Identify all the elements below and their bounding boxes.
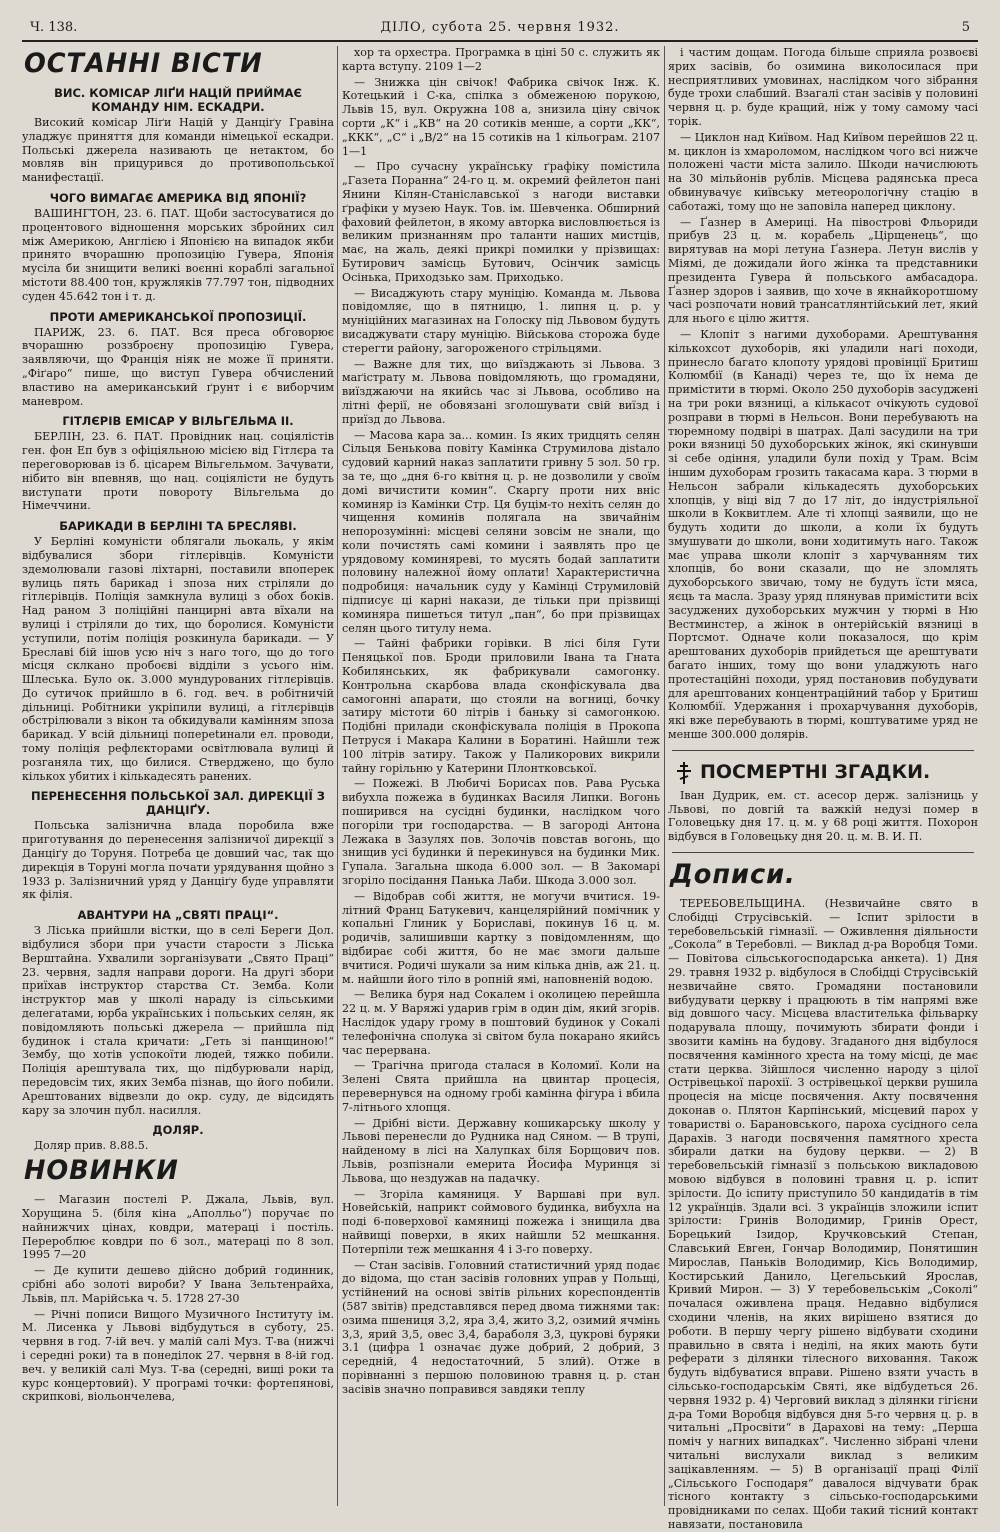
article-paragraph: Іван Дудрик, ем. ст. асесор держ. залізниць у Львові, по довгій та важкій недузі помер в Головецьку дня 17. ц. м. у 68 році життя. Похорон відбувся в Головецьку дня 20. ц. м. В. И. П. (668, 788, 978, 844)
column-1 (22, 46, 334, 1506)
article-paragraph: — Трагічна пригода сталася в Коломиї. Коли на Зелені Свята прийшла на цвинтар процесія, перевернувся на одному гробі камінна фігура і вбила 7-літнього хлопця. (342, 1059, 660, 1114)
article-paragraph: З Ліська прийшли вістки, що в селі Береги Дол. відбулися збори при участи старости з Ліська Верштайна. Ухвалили зорганізувати „Свято Праці“ 23. червня, задля направи дороги. На другі збори приїхав інструктор старства Ст. Земба. Коли інструктор мав у школі нараду із сільськими делегатами, юрба українських і польських селян, як повідомляють польські джерела — прийшла під будинок і стала кричати: „Геть зі панщиною!“ Зембу, що хотів успокоїти людей, тяжко побили. Поліція арештувала тих, що підбурювали нарід, передовсім тих, яких Земба пізнав, що його побили. Арештованих відвезли до окр. суду, де відсидять кару за злочин публ. насилля. (22, 924, 334, 1117)
article-paragraph: БЕРЛІН, 23. 6. ПАТ. Провідник нац. соціялістів ген. фон Еп був з офіціяльною місією від Гітлєра та переговорював із б. цісарем Вільгельмом. Зачувати, нібито він впевняв, що нац. соціялісти не будуть виступати проти повороту Вільгельма до Німеччини. (22, 430, 334, 513)
article-headline: ВИС. КОМІСАР ЛІҐИ НАЦІЙ ПРИЙМАЄ КОМАНДУ НІМ. ЕСКАДРИ. (54, 86, 302, 114)
column-3 (668, 46, 978, 1531)
article-headline: ПЕРЕНЕСЕННЯ ПОЛЬСЬКОЇ ЗАЛ. ДИРЕКЦІЇ З ДАНЦІҐУ. (31, 789, 325, 818)
article-paragraph: — Ґазнер в Америці. На півострові Фльориди прибув 23 ц. м. корабель „Ціpщенець“, що вирятував на морі летуна Ґазнера. Летун вислів у Міямі, де дожидали його жінка та представники президента Гувера й польського амбасадора. Ґазнер здоров і заявив, що хоче в якнайкоротшому часі розпочати новий трансатлянтійський лет, який для нього є цілю життя. (668, 215, 978, 326)
issue-number: Ч. 138. (30, 20, 78, 35)
article-headline: ПРОТИ АМЕРИКАНСЬКОЇ ПРОПОЗИЦІЇ. (49, 309, 307, 324)
article-paragraph: — Тайні фабрики горівки. В лісі біля Гути Пеняцької пов. Броди приловили Івана та Гната Кобилянських, як фабрикували самогонку. Контрольна скарбова влада сконфіскувала два самогонні апарати, що стояли на вогниці, бочку затиру містоти 60 літрів і баньку зі самогонкою. Подібні прилади сконфіскувала поліція в Прокопа Петруся і Макара Калини в Боратині. Найшли теж 100 літрів затиру. Також у Паликорових викрили тайну горільню у Катерини Плонтковської. (342, 637, 660, 775)
column-2 (342, 46, 660, 1506)
header-rule (22, 40, 978, 42)
column-divider (664, 46, 665, 1506)
section-title: Дописи. (670, 859, 796, 891)
page-number: 5 (961, 20, 970, 35)
article-headline: БАРИКАДИ В БЕРЛІНІ ТА БРЕСЛЯВІ. (59, 519, 297, 534)
article-paragraph: — Дрібні вісти. Державну кошикарську школу у Львові перенесли до Рудника над Сяном. — В трупі, найденому в лісі на Халупках біля Борщович пов. Львів, розпізнали емерита Йосифа Муринця зі Львова, що нездужав на падачку. (342, 1116, 660, 1185)
section-divider (672, 750, 974, 751)
obituary-title: ПОСМЕРТНІ ЗГАДКИ. (700, 760, 931, 783)
article-headline: АВАНТУРИ НА „СВЯТІ ПРАЦІ“. (77, 908, 279, 923)
article-paragraph: — Важне для тих, що виїзджають зі Львова. З маґістрату м. Львова повідомляють, що громадяни, виїзджаючи на якийсь час зі Львова, особливо на літні ферії, не обовязані зголошувати свій виїзд і приїзд до Львова. (342, 357, 660, 426)
article-paragraph: — Стан засівів. Головний статистичний уряд подає до відома, що стан засівів головних управ у Польщі, устійнений на основі звітів рільних кореспондентів (587 звітів) представлявся перед двома тижнями так: озима пшениця 3,2, яра 3,4, жито 3,2, озимий ячмінь 3,3, ярий 3,5, овес 3,4, бараболя 3,3, цукрові буряки 3.1 (цифра 1 означає дуже добрий, 2 добрий, 3 середній, 4 недостаточний, 5 злий). Отже в порівнанні з першою половиною травня ц. р. стан засівів значно поправився завдяки теплу (342, 1258, 660, 1396)
article-paragraph: — Магазин постелі Р. Джала, Львів, вул. Хорущина 5. (біля кіна „Аполльо“) поручає по найнижчих цінах, ковдри, матераці і постіль. Перероблює ковдри по 6 зол., матераці по 8 зол. 1995 7—20 (22, 1193, 334, 1262)
article-paragraph: — Клопіт з нагими духоборами. Арештування кількохсот духоборів, які уладили нагі походи, принесло багато клопоту урядові провінції Бритиш Колюмбії (в Канаді) через те, що їх нема де примістити в тюрмі. Около 250 духоборів засуджені на три роки вязниці, а кількасот очікують судової розправи в тюрмі в Нельсон. Вони перебувають на тюремному подвірі в шатрах. Далі засудили на три роки вязниці 50 духоборських жінок, які скинувши зі себе одіння, уладили були похід у Трам. Всім іншим духоборам грозить такасама кара. З тюрми в Нельсон забрали кількадесять духоборських хлопців, у віці від 7 до 17 літ, до індустріяльної школи в Коквитлем. Але ті хлопці заявили, що не будуть ходити до школи, а коли їх будуть змушувати до школи, вони ходитимуть наго. Також має управа школи клопіт з харчуванням тих хлопців, бо вони сказали, що не зломлять духоборського звичаю, тому не будуть їсти мяса, яєць та масла. Зразу уряд плянував примістити всіх засуджених духоборських мужчин у тюрмі в Ню Вестминстер, а жінок в онтерійській вязниці в Портсмот. Одначе коли показалося, що крім арештованих духоборів прийдеться ще арештувати багато інших, тому що вони уладжують наго протестаційні походи, уряд постановив побудувати для арештованих концентраційний табор у Бритиш Колюмбії. Удержання і прохарчування духоборів, які вже перебувають в тюрмі, коштуватиме уряд не менше 300.000 долярів. (668, 327, 978, 742)
article-paragraph: — Масова кара за... комин. Із яких тридцять селян Сільця Бенькова повіту Камінка Струмилова діstало судовий карний наказ заплатити гривну 5 зол. 50 гр. за те, що „дня 6-го квітня ц. р. не дозволили у своїм домі вичистити комин“. Скаргу проти них вніс коминяр із Камінки Стр. Ця буцім-то нехіть селян до чищення коминів полягала на звичайнім непорозумінні: місцеві селяни зовсім не знали, що коли почистять самі комини і заявлять про це урядовому коминяреві, то мусять бодай заплатити половину належної йому оплати! Характеристична подробиця: начальник суду у Камінці Струмиловій підписує ці карні накази, де тільки при прізвищі коминяра пишеться титул „пан“, бо при прізвищах селян цього титулу нема. (342, 428, 660, 635)
article-paragraph: — Циклон над Київом. Над Київом перейшов 22 ц. м. циклон із хмароломом, наслідком чого всі нижче положені части міста залило. Шкоди начислюють на 30 мільйонів рублів. Місцева радянська преса обвинувачує київську метеорологічну стацію в саботажі, тому що не заповіла наперед циклону. (668, 130, 978, 213)
section-title: ОСТАННІ ВІСТИ (24, 48, 263, 79)
article-paragraph: і частим дощам. Погода більше сприяла розвоєві ярих засівів, бо озимина виколосилася при несприятливих умовинах, наслідком чого зібрання буде трохи слабший. Взагалі стан засівів у половині червня ц. р. буде кращий, ніж у тому самому часі торік. (668, 46, 978, 128)
article-paragraph: хор та орхестра. Програмка в ціні 50 с. служить як карта вступу. 2109 1—2 (342, 46, 660, 73)
article-paragraph: Польська залізнична влада поробила вже приготування до перенесення залізничої дирекції з Данціґу до Торуня. Потреба це довший час, так що дирекція в Торуні могла почати урядування щойно з 1933 р. Залізничний уряд у Данціґу буде управляти як філія. (22, 819, 334, 902)
article-paragraph: — Знижка цін свічок! Фабрика свічок Інж. К. Котецький і С-ка, спілка з обмеженою порукою, Львів 15, вул. Окружна 108 а, знизила ціну свічок сорти „К“ і „КВ“ на 20 сотиків менше, а сорти „КК“, „ККК“, „С“ і „В/2“ на 15 сотиків на 1 кільограм. 2107 1—1 (342, 75, 660, 158)
column-divider (337, 46, 338, 1506)
orthodox-cross-icon (676, 761, 692, 785)
article-paragraph: ТЕРЕБОВЕЛЬЩИНА. (Незвичайне свято в Слобідці Струсівській. — Іспит зрілости в теребовельській гімназії. — Оживлення діяльности „Сокола“ в Теребовлі. — Виклад д-ра Воробця Томи. — Повітова сільськогосподарська анкета). 1) Дня 29. травня 1932 р. відбулося в Слобідці Струсівській незвичайне свято. Громадяни постановили вибудувати церкву і працюють в тім напрямі вже від довшого часу. Місцева властителька фільварку подарувала площу, почимують збирати фонди і звозити камінь на будову. Згаданого дня відбулося посвячення камінного хреста на тому місці, де має стати церква. Зійшлося численно народу з цілої Острівецької парохії. З острівецької церкви рушила процесія на місце посвячення. Акту посвячення доконав о. Плятон Карпінський, місцевий парох у товаристві о. Барановського, пароха сусідного села Дарахів. З нагоди посвячення памятного хреста збирали датки на будову церкви. — 2) В теребовельській гімназії з польською викладовою мовою відбувся в половині травня ц. р. іспит зрілости. До іспиту приступило 50 кандидатів в тім 12 українців. Здали всі. З українців зложили іспит зрілости: Гринів Володимир, Гринів Орест, Борецький Ізидор, Кручковський Степан, Славський Евген, Гончар Володимир, Понятишин Мирослав, Паньків Володимир, Кісь Володимир, Костирський Данило, Цегельський Ярослав, Кривий Мирон. — 3) У теребовельськім „Соколі“ почалася оживлена праця. Недавно відбулися сходини членів, на яких вирішено взятися до роботи. В першу чергу рішено відбувати сходини правильно в свята і неділі, на яких мають бути реферати з ділянки тілесного виховання. Також будуть відбуватися вправи. Рішено взяти участь в сільсько-господарськім Святі, яке відбудеться 26. червня 1932 р. 4) Черговий виклад з ділянки гігієни д-ра Томи Воробця відбувся дня 5-го червня ц. р. в читальні „Просвіти“ в Дарахові на тему: „Перша поміч у нагних випадках“. Численно зібрані члени читальні вислухали виклад з великим зацікавленням. — 5) В організації праці Філії „Сільського Господаря“ давалося відчувати брак тісного контакту з сільсько-господарськими провідниками по селах. Щоби такий тісний контакт навязати, постановила (668, 897, 978, 1531)
section-divider (672, 852, 974, 853)
article-paragraph: ПАРИЖ, 23. 6. ПАТ. Вся преса обговорює вчорашню роззброєну пропозицію Гувера, заявляючи, що Франція ніяк не може її приняти. „Фіґаро“ пише, що виступ Гувера обчислений властиво на американський ґрунт і є виборчим маневром. (22, 325, 334, 408)
article-paragraph: — Згоріла камяниця. У Варшаві при вул. Новейській, наприкт соймового будинка, вибухла на поді 6-поверхової камяниці пожежа і знищила два найвищі поверхи, в яких найшли 52 мешкання. Потерпіли теж мешкання 4 і 3-го поверху. (342, 1187, 660, 1256)
article-headline: ЧОГО ВИМАГАЄ АМЕРИКА ВІД ЯПОНІЇ? (49, 190, 307, 205)
article-paragraph: У Берліні комуністи облягали льокаль, у якім відбувалися збори гітлєрівців. Комуністи здемолювали газові ліхтарні, поставили впоперек вулиць пять барикад і зпоза них стріляли до гітлєрівців. Поліція замкнула вулиці з обох боків. Над раном 3 поліційні панцирні авта вїхали на вулиці і стріляли до тих, що боролися. Комуністи уступили, потім поліція розкинула барикади. — У Бреславі бій ішов усю ніч з наго того, що до того місця склкано пробоєві відділи з усього нім. Шлеська. Було ок. 3.000 мундурованих гітлєрівців. До сутичок прийшло в 6. год. веч. в робітничій дільниці. Робітники укріпили вулиці, а гітлєрівців обстрілювали з вікон та обкидували камінням зпоза барикад. У всій дільниці попереtинали ел. проводи, тому поліція рефлєкторами освітлювала вулиці й розганяла тих, що билися. Стверджено, що було кількох убитих і кількадесять ранених. (22, 535, 334, 783)
article-paragraph: Високий комісар Ліґи Націй у Данціґу Гравіна уладжує приняття для команди німецької ескадри. Польські джерела називають це нетактом, бо мовляв він прицурився до противопольської манифестації. (22, 116, 334, 185)
section-title: НОВИНКИ (24, 1155, 179, 1187)
obituary-heading (676, 761, 978, 785)
article-paragraph: Доляр прив. 8.88.5. (34, 1139, 149, 1153)
article-paragraph: — Річні пописи Вищого Музичного Інституту ім. М. Лисенка у Львові відбудуться в суботу, 25. червня в год. 7-ій веч. у малій салі Муз. Т-ва (нижчі і середні роки) та в понеділок 27. червня в 8-ій год. веч. у великій салі Муз. Т-ва (середні, вищі роки та курс концертовий). У програмі точки: фортепянові, скрипкові, віольончелева, (22, 1307, 334, 1404)
article-paragraph: — Пожежі. В Любичі Борисах пов. Рава Руська вибухла пожежа в будинках Василя Липки. Вогонь поширився на сусідні будинки, наслідком чого погоріли три господарства. — В загороді Антона Лежака в Зазулях пов. Золочів повстав вогонь, що знищив усі будинки й перекинувся на будинки Мик. Гупала. Загальна шкода 6.000 зол. — В Закомарі згоріло посідання Панька Лаби. Шкода 3.000 зол. (342, 777, 660, 888)
article-headline: ГІТЛЄРІВ ЕМІСАР У ВІЛЬГЕЛЬМА II. (62, 414, 294, 429)
article-headline: ДОЛЯР. (152, 1123, 204, 1138)
article-paragraph: — Велика буря над Сокалем і околицею перейшла 22 ц. м. У Варяжі ударив грім в один дім, який згорів. Наслідок удару грому в поштовий будинок у Сокалі телефонічна сполука зі світом була покаранo якийсь час перервана. (342, 988, 660, 1057)
article-paragraph: — Про сучасну українську ґрафіку помістила „Газета Поранна“ 24-го ц. м. окремий фейлетон пані Янини Кілян-Станіславської з нагоди виставки ґрафіки у музею Наук. Тов. ім. Шевченка. Обширний фаховий фейлетон, в якому авторка висловлюється із великим признанням про таланти наших мистців, має, на жаль, деякі прикрі помилки у прізвищах: Бутирович замісць Бутович, Осінчик замісць Осінька, Приходзько зам. Приходько. (342, 160, 660, 284)
masthead-date: ДІЛО, субота 25. червня 1932. (380, 20, 620, 35)
article-paragraph: — Де купити дешево дійсно добрий годинник, срібні або золоті вироби? У Івана Зельтенрайха, Львів, пл. Марійська ч. 5. 1728 27-30 (22, 1264, 334, 1305)
page-header (22, 14, 978, 40)
article-paragraph: — Відобрав собі життя, не могучи вчитися. 19-літний Франц Батукевич, канцелярійний помічник у копальні Глиник у Бориславі, покинув 16 ц. м. родичів, залишивши картку з повідомленням, що відбирає собі життя, бо не має змоги дальше вчитися. Родичі шукали за ним кілька днів, аж 21. ц. м. найшли його тіло в ропній ямі, наповненій водою. (342, 889, 660, 986)
article-paragraph: — Висаджують стару муніцію. Команда м. Львова повідомляє, що в пятницю, 1. липня ц. р. у муніційних магазинах на Голоску під Львовом будуть висаджувати стару муніцію. Військова сторожа буде стерегти району, загороженого стрільцями. (342, 286, 660, 355)
article-paragraph: ВАШИНГТОН, 23. 6. ПАТ. Щоби застосуватися до процентового відношення морських збройних сил між Америкою, Англією і Японією на випадок якби принято вчорашню пропозицію Гувера, Японія мусіла би знищити великі воєнні кораблі загальної містоти 88.400 тон, кружляків 77.797 тон, підводних суден 45.642 тон і т. д. (22, 206, 334, 303)
